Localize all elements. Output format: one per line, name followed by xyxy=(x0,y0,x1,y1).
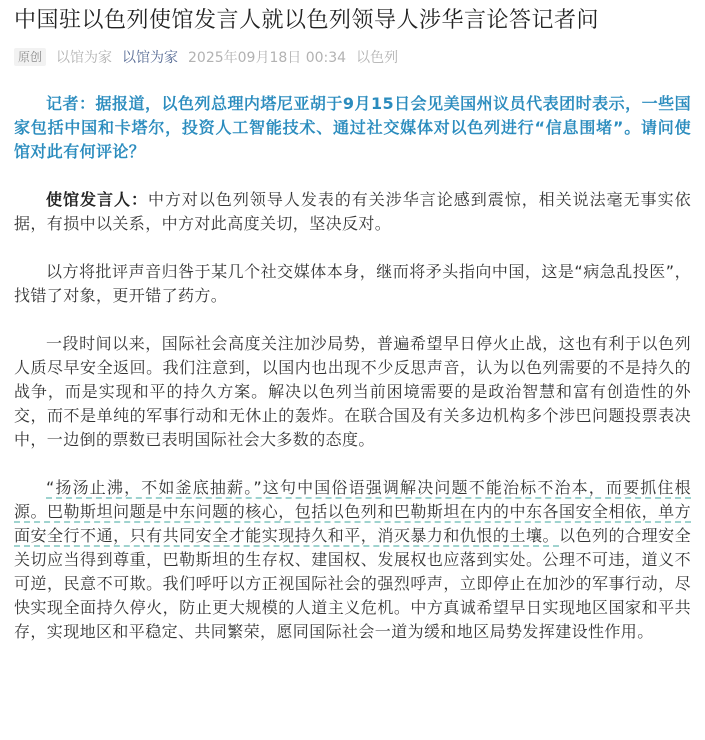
highlighted-text[interactable]: “扬汤止沸，不如釜底抽薪。”这句中国俗语强调解决问题不能治标不治本，而要抓住根源。巴勒斯坦问题是中东问题的核心，包括以色列和巴勒斯坦在内的中东各国安全相依，单方面安全行不通，只有共同安全才能实现持久和平，消灭暴力和仇恨的土壤。 xyxy=(14,478,691,545)
reporter-question: 记者：据报道，以色列总理内塔尼亚胡于9月15日会见美国州议员代表团时表示，一些国家包括中国和卡塔尔，投资人工智能技术、通过社交媒体对以色列进行“信息围堵”。请问使馆对此有何评论？ xyxy=(14,94,691,161)
paragraph-3: 一段时间以来，国际社会高度关注加沙局势，普遍希望早日停火止战，这也有利于以色列人质尽早安全返回。我们注意到，以国内也出现不少反思声音，认为以色列需要的不是持久的战争，而是实现和平的持久方案。解决以色列当前困境需要的是政治智慧和富有创造性的外交，而不是单纯的军事行动和无休止的轰炸。在联合国及有关多边机构多个涉巴问题投票表决中，一边倒的票数已表明国际社会大多数的态度。 xyxy=(14,334,691,449)
spokesperson-answer xyxy=(14,188,691,236)
speaker-label: 使馆发言人： xyxy=(46,190,148,209)
paragraph-4-rest: 以色列的合理安全关切应当得到尊重，巴勒斯坦的生存权、建国权、发展权也应落到实处。公理不可违，道义不可逆，民意不可欺。我们呼吁以方正视国际社会的强烈呼声，立即停止在加沙的军事行动，尽快实现全面持久停火，防止更大规模的人道主义危机。中方真诚希望早日实现地区国家和平共存，实现地区和平稳定、共同繁荣，愿同国际社会一道为缓和地区局势发挥建设性作用。 xyxy=(14,526,692,641)
author-name: 以馆为家 xyxy=(56,50,113,66)
article-meta xyxy=(14,46,691,68)
publish-location: 以色列 xyxy=(356,50,399,66)
account-link[interactable]: 以馆为家 xyxy=(122,50,179,66)
paragraph-4 xyxy=(14,476,691,644)
paragraph-2: 以方将批评声音归咎于某几个社交媒体本身，继而将矛头指向中国，这是“病急乱投医”，找错了对象，更开错了药方。 xyxy=(14,262,691,305)
answer-text: 中方对以色列领导人发表的有关涉华言论感到震惊，相关说法毫无事实依据，有损中以关系，中方对此高度关切，坚决反对。 xyxy=(14,190,691,233)
original-badge: 原创 xyxy=(14,48,46,66)
article-title: 中国驻以色列使馆发言人就以色列领导人涉华言论答记者问 xyxy=(14,8,600,33)
publish-time: 2025年09月18日 00:34 xyxy=(188,50,347,66)
article-body xyxy=(14,92,691,644)
